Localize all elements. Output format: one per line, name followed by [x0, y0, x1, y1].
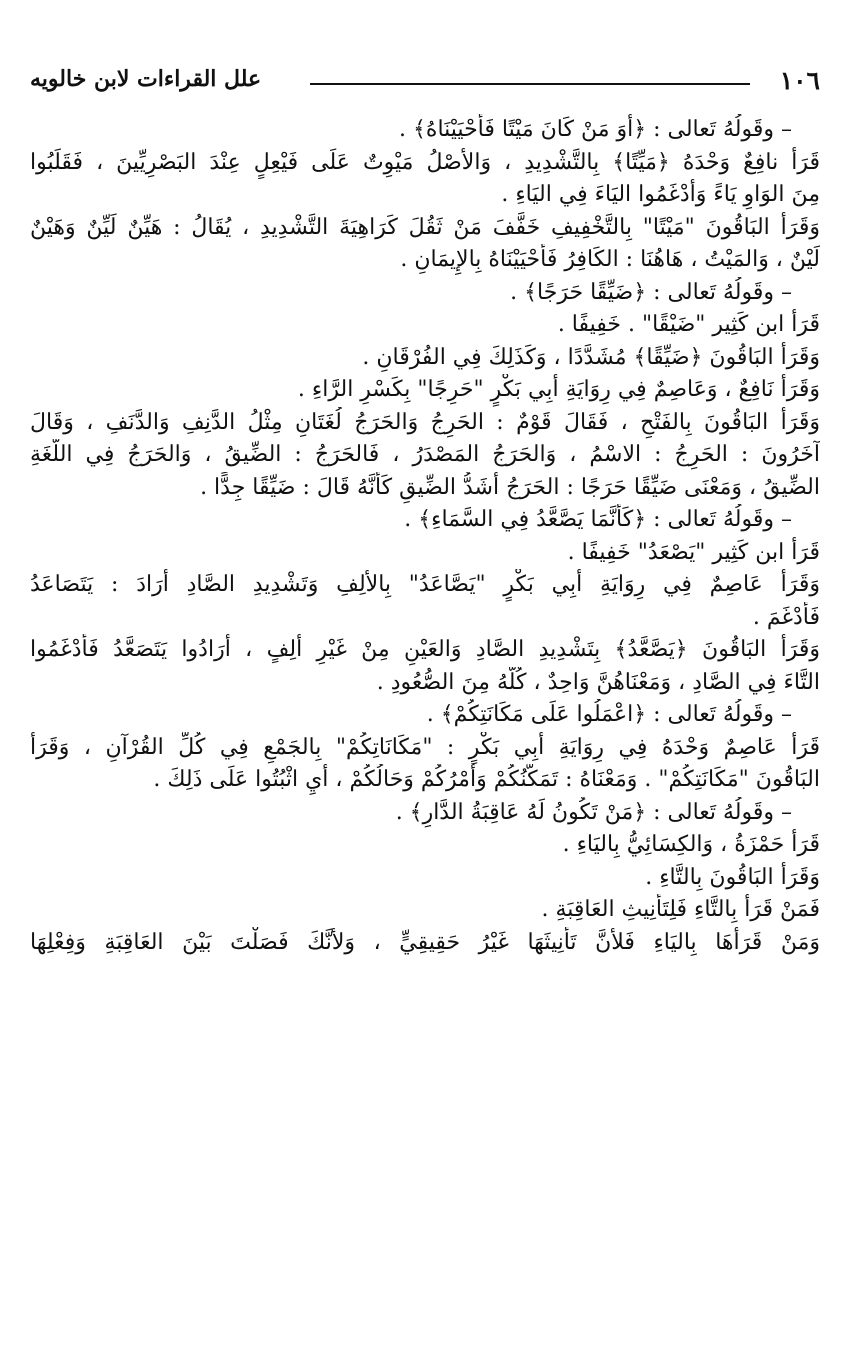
text-line: وَقَرَأَ البَاقُونَ ﴿ضَيِّقًا﴾ مُشَدَّدًا ، وَكَذَلِكَ فِي الفُرْقَانِ .	[362, 344, 820, 370]
text-line: قَرَأَ ابن كَثِير "ضَيْقًا" . خَفِيفًا .	[557, 312, 820, 337]
running-title: علل القراءات لابن خالويه	[30, 66, 262, 92]
text-line: وَقَرَأَ البَاقُونَ بِالفَتْحِ ، فَقَالَ قَوْمٌ : الحَرِجُ وَالحَرَجُ لُغَتَانِ مِثْلُ الدَّنِفِ وَالدَّنَفِ ، وَقَالَ	[30, 409, 820, 435]
text-line: – وقَولُهُ تَعالى : ﴿أوَ مَنْ كَانَ مَيْتًا فَأَحْيَيْنَاهُ﴾ .	[399, 117, 792, 142]
text-line: فَمَنْ قَرَأَ بِالتَّاءِ فَلِتَأْنِيثِ العَاقِبَةِ .	[541, 897, 820, 922]
text-line: قَرَأَ نافِعٌ وَحْدَهُ ﴿مَيِّتًا﴾ بِالتَّشْدِيدِ ، وَالأَصْلُ مَيْوِتٌ عَلَى فَيْعِلٍ عِنْدَ البَصْرِيِّينَ ، فَقَلَبُوا	[30, 149, 820, 175]
text-line: فَأَدْغَمَ .	[752, 604, 820, 630]
text-line: – وقَولُهُ تَعالى : ﴿مَنْ تَكُونُ لَهُ عَاقِبَةُ الدَّارِ﴾ .	[395, 799, 792, 825]
text-line: آخَرُونَ : الحَرِجُ : الاسْمُ ، وَالحَرَجُ المَصْدَرُ ، فَالحَرَجُ : الضِّيقُ ، وَالحَرَجُ فِي اللُّغَةِ	[30, 442, 820, 467]
page-header	[30, 62, 820, 102]
page-number: ١٠٦	[779, 66, 820, 95]
document-page	[30, 62, 820, 959]
text-line: وَقَرَأَ البَاقُونَ ﴿يَصَّعَّدُ﴾ بِتَشْدِيدِ الصَّادِ وَالعَيْنِ مِنْ غَيْرِ أَلِفٍ ، أَرَادُوا يَتَصَعَّدُ فَأَدْغَمُوا	[30, 637, 820, 662]
text-line: وَقَرَأَ البَاقُونَ "مَيْتًا" بِالتَّخْفِيفِ خَفَّفَ مَنْ ثَقُلَ كَرَاهِيَةَ التَّشْدِيدِ ، يُقَالُ : هَيِّنٌ لَيِّنٌ وَهَيْنٌ	[30, 214, 820, 240]
text-line: قَرَأَ ابن كَثِير "يَصْعَدُ" خَفِيفًا .	[567, 539, 820, 565]
text-line: وَمَنْ قَرَأَهَا بِاليَاءِ فَلأَنَّ تَأْنِيثَهَا غَيْرُ حَقِيقِيٍّ ، وَلأَنَّكَ فَصَلْتَ بَيْنَ العَاقِبَةِ وَفِعْلِهَا	[30, 929, 820, 955]
text-line: – وقَولُهُ تَعالى : ﴿ضَيِّقًا حَرَجًا﴾ .	[510, 279, 792, 305]
text-line: الضِّيقُ ، وَمَعْنَى ضَيِّقًا حَرَجًا : الحَرَجُ أَشَدُّ الضِّيقِ كَأَنَّهُ قَالَ : ضَيِّقًا جِدًّا .	[200, 474, 820, 500]
text-line: مِنَ الوَاوِ يَاءً وَأَدْغَمُوا اليَاءَ فِي اليَاءِ .	[501, 182, 820, 207]
text-body	[30, 114, 820, 959]
text-line: وَقَرَأَ نَافِعٌ ، وَعَاصِمٌ فِي رِوَايَةِ أَبِي بَكْرٍ "حَرِجًا" بِكَسْرِ الرَّاءِ .	[297, 377, 820, 402]
header-rule	[310, 83, 750, 85]
text-line: – وقَولُهُ تَعالى : ﴿كَأَنَّمَا يَصَّعَّدُ فِي السَّمَاءِ﴾ .	[404, 507, 792, 532]
text-line: وَقَرَأَ البَاقُونَ بِالتَّاءِ .	[645, 864, 820, 890]
text-line: التَّاءَ فِي الصَّادِ ، وَمَعْنَاهُنَّ وَاحِدٌ ، كُلُّهُ مِنَ الصُّعُودِ .	[376, 669, 820, 695]
text-line: قَرَأَ حَمْزَةُ ، وَالكِسَائِيُّ بِاليَاءِ .	[562, 832, 820, 857]
text-line: لَيْنٌ ، وَالمَيْتُ ، هَاهُنَا : الكَافِرُ فَأَحْيَيْنَاهُ بِالإِيمَانِ .	[400, 247, 820, 272]
text-line: وَقَرَأَ عَاصِمٌ فِي رِوَايَةِ أَبِي بَكْرٍ "يَصَّاعَدُ" بِالأَلِفِ وَتَشْدِيدِ الصَّادِ أَرَادَ : يَتَصَاعَدُ	[30, 572, 820, 597]
text-line: – وقَولُهُ تَعالى : ﴿اعْمَلُوا عَلَى مَكَانَتِكُمْ﴾ .	[426, 702, 792, 727]
text-line: البَاقُونَ "مَكَانَتِكُمْ" . وَمَعْنَاهُ : تَمَكُّنُكُمْ وَأَمْرُكُمْ وَحَالُكُمْ ، أَيِ اثْبُتُوا عَلَى ذَلِكَ .	[153, 767, 820, 792]
text-line: قَرَأَ عَاصِمٌ وَحْدَهُ فِي رِوَايَةِ أَبِي بَكْرٍ : "مَكَانَاتِكُمْ" بِالجَمْعِ فِي كُلِّ القُرْآنِ ، وَقَرَأَ	[30, 734, 820, 760]
